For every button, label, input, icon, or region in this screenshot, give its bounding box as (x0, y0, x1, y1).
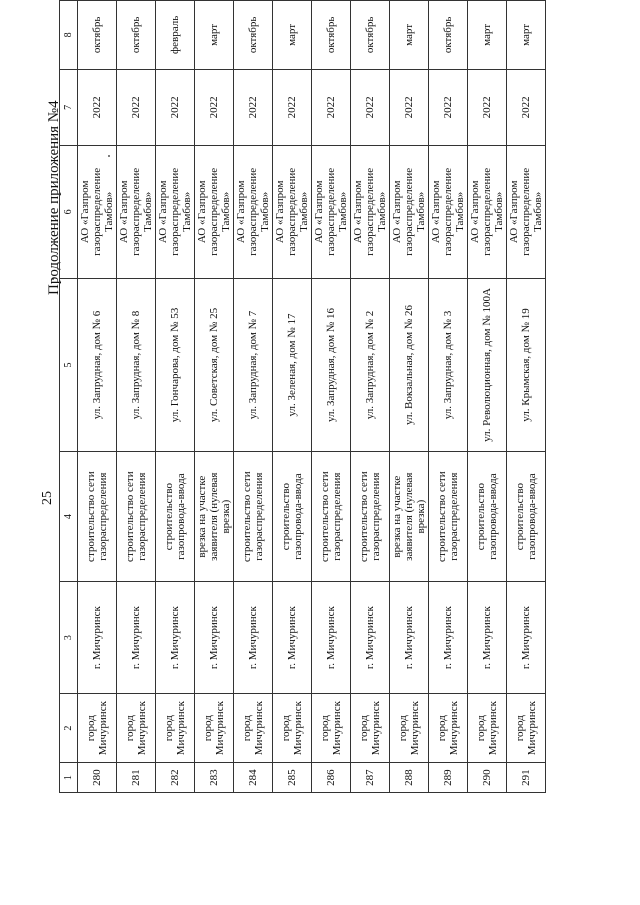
table-row (390, 1, 429, 793)
cell-row-number: 284 (234, 763, 273, 793)
cell-work-type: строительство газопровода-ввода (468, 452, 507, 582)
cell-municipality: город Мичуринск (312, 694, 351, 763)
cell-month: март (468, 1, 507, 70)
cell-settlement: г. Мичуринск (390, 581, 429, 693)
cell-row-number: 287 (351, 763, 390, 793)
cell-contractor: АО «Газпром газораспределение Тамбов» (468, 146, 507, 278)
cell-settlement: г. Мичуринск (234, 581, 273, 693)
cell-contractor: АО «Газпром газораспределение Тамбов» (351, 146, 390, 278)
cell-settlement: г. Мичуринск (78, 581, 117, 693)
table-row (195, 1, 234, 793)
data-table (59, 0, 546, 793)
table-row (468, 1, 507, 793)
cell-municipality: город Мичуринск (273, 694, 312, 763)
cell-work-type: врезка на участке заявителя (нулевая врезка) (195, 452, 234, 582)
column-header-address: 5 (60, 278, 78, 452)
cell-address: ул. Советская, дом № 25 (195, 278, 234, 452)
cell-month: октябрь (78, 1, 117, 70)
cell-month: март (507, 1, 546, 70)
table-body (60, 1, 546, 793)
cell-contractor: АО «Газпром газораспределение Тамбов» (429, 146, 468, 278)
cell-work-type: строительство сети газораспределения (117, 452, 156, 582)
table-row (234, 1, 273, 793)
cell-month: октябрь (312, 1, 351, 70)
cell-work-type: строительство газопровода-ввода (156, 452, 195, 582)
cell-settlement: г. Мичуринск (195, 581, 234, 693)
cell-row-number: 285 (273, 763, 312, 793)
column-header-year: 7 (60, 69, 78, 145)
page-number: 25 (40, 491, 55, 505)
cell-work-type: врезка на участке заявителя (нулевая врезка) (390, 452, 429, 582)
cell-contractor: АО «Газпром газораспределение Тамбов» (195, 146, 234, 278)
column-header-settlement: 3 (60, 581, 78, 693)
cell-month: октябрь (429, 1, 468, 70)
cell-month: март (273, 1, 312, 70)
cell-month: октябрь (117, 1, 156, 70)
cell-month: октябрь (351, 1, 390, 70)
cell-municipality: город Мичуринск (429, 694, 468, 763)
column-header-municipality: 2 (60, 694, 78, 763)
cell-contractor: АО «Газпром газораспределение Тамбов» (117, 146, 156, 278)
cell-address: ул. Запрудная, дом № 3 (429, 278, 468, 452)
cell-address: ул. Запрудная, дом № 2 (351, 278, 390, 452)
cell-year: 2022 (312, 69, 351, 145)
table-row (78, 1, 117, 793)
table-row (507, 1, 546, 793)
cell-row-number: 290 (468, 763, 507, 793)
column-header-contractor: 6 (60, 146, 78, 278)
cell-row-number: 288 (390, 763, 429, 793)
table-header-row (60, 1, 78, 793)
cell-year: 2022 (195, 69, 234, 145)
cell-address: ул. Крымская, дом № 19 (507, 278, 546, 452)
table-row (156, 1, 195, 793)
column-header-month: 8 (60, 1, 78, 70)
cell-row-number: 286 (312, 763, 351, 793)
column-header-work-type: 4 (60, 452, 78, 582)
cell-month: февраль (156, 1, 195, 70)
cell-contractor: АО «Газпром газораспределение Тамбов» (312, 146, 351, 278)
table-row (117, 1, 156, 793)
cell-municipality: город Мичуринск (507, 694, 546, 763)
cell-row-number: 289 (429, 763, 468, 793)
cell-municipality: город Мичуринск (351, 694, 390, 763)
table-row (351, 1, 390, 793)
cell-work-type: строительство газопровода-ввода (273, 452, 312, 582)
cell-municipality: город Мичуринск (156, 694, 195, 763)
cell-year: 2022 (429, 69, 468, 145)
cell-row-number: 291 (507, 763, 546, 793)
appendix-title: Продолжение приложения №4 (46, 100, 62, 295)
cell-row-number: 282 (156, 763, 195, 793)
cell-work-type: строительство газопровода-ввода (507, 452, 546, 582)
cell-contractor: АО «Газпром газораспределение Тамбов» (390, 146, 429, 278)
cell-year: 2022 (390, 69, 429, 145)
cell-contractor: АО «Газпром газораспределение Тамбов» (273, 146, 312, 278)
cell-row-number: 280 (78, 763, 117, 793)
cell-municipality: город Мичуринск (468, 694, 507, 763)
cell-municipality: город Мичуринск (117, 694, 156, 763)
table-row (312, 1, 351, 793)
cell-settlement: г. Мичуринск (156, 581, 195, 693)
cell-settlement: г. Мичуринск (351, 581, 390, 693)
cell-address: ул. Запрудная, дом № 8 (117, 278, 156, 452)
cell-contractor: АО «Газпром газораспределение Тамбов» (507, 146, 546, 278)
cell-municipality: город Мичуринск (234, 694, 273, 763)
cell-work-type: строительство сети газораспределения (312, 452, 351, 582)
cell-address: ул. Гончарова, дом № 53 (156, 278, 195, 452)
cell-address: ул. Запрудная, дом № 6 (78, 278, 117, 452)
cell-year: 2022 (507, 69, 546, 145)
table-row (429, 1, 468, 793)
table-row (273, 1, 312, 793)
cell-settlement: г. Мичуринск (468, 581, 507, 693)
cell-address: ул. Вокзальная, дом № 26 (390, 278, 429, 452)
cell-year: 2022 (273, 69, 312, 145)
cell-work-type: строительство сети газораспределения (429, 452, 468, 582)
cell-year: 2022 (78, 69, 117, 145)
cell-work-type: строительство сети газораспределения (78, 452, 117, 582)
cell-year: 2022 (351, 69, 390, 145)
cell-contractor: АО «Газпром газораспределение Тамбов» (156, 146, 195, 278)
cell-work-type: строительство сети газораспределения (351, 452, 390, 582)
cell-work-type: строительство сети газораспределения (234, 452, 273, 582)
cell-address: ул. Запрудная, дом № 7 (234, 278, 273, 452)
cell-settlement: г. Мичуринск (312, 581, 351, 693)
cell-year: 2022 (468, 69, 507, 145)
cell-month: октябрь (234, 1, 273, 70)
cell-municipality: город Мичуринск (78, 694, 117, 763)
cell-row-number: 283 (195, 763, 234, 793)
cell-year: 2022 (234, 69, 273, 145)
cell-month: март (195, 1, 234, 70)
cell-settlement: г. Мичуринск (429, 581, 468, 693)
cell-address: ул. Революционная, дом № 100А (468, 278, 507, 452)
cell-contractor: АО «Газпром газораспределение Тамбов» (234, 146, 273, 278)
cell-row-number: 281 (117, 763, 156, 793)
column-header-row-number: 1 (60, 763, 78, 793)
cell-settlement: г. Мичуринск (507, 581, 546, 693)
cell-year: 2022 (156, 69, 195, 145)
cell-municipality: город Мичуринск (390, 694, 429, 763)
cell-year: 2022 (117, 69, 156, 145)
cell-municipality: город Мичуринск (195, 694, 234, 763)
cell-address: ул. Запрудная, дом № 16 (312, 278, 351, 452)
cell-settlement: г. Мичуринск (273, 581, 312, 693)
cell-settlement: г. Мичуринск (117, 581, 156, 693)
cell-contractor: АО «Газпром газораспределение Тамбов» (78, 146, 117, 278)
cell-month: март (390, 1, 429, 70)
cell-address: ул. Зеленая, дом № 17 (273, 278, 312, 452)
